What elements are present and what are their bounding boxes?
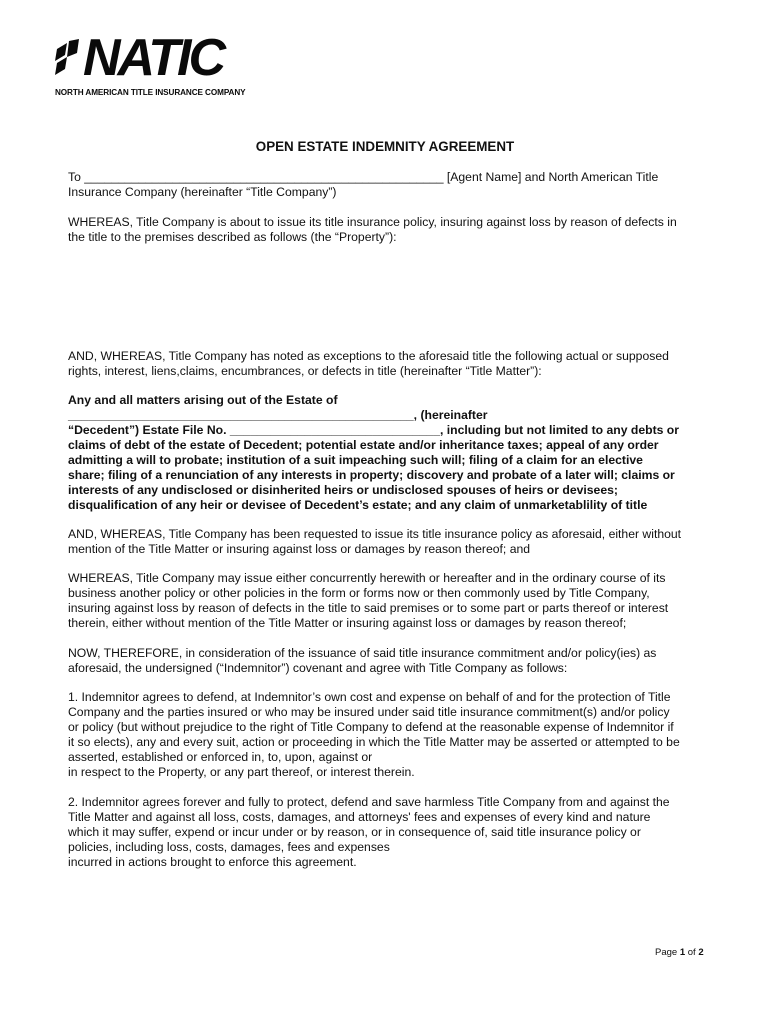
to-paragraph: [68, 170, 718, 200]
text-line: AND, WHEREAS, Title Company has noted as exceptions to the aforesaid title the following actual or supposed: [68, 349, 669, 363]
clause-2-paragraph: [68, 795, 718, 870]
text-line: in respect to the Property, or any part thereof, or interest therein.: [68, 765, 415, 779]
text-line: AND, WHEREAS, Title Company has been requested to issue its title insurance policy as aforesaid, either without: [68, 527, 682, 541]
text-line: NOW, THEREFORE, in consideration of the issuance of said title insurance commitment and/or policy(ies) as: [68, 646, 657, 660]
text-line: therein, either without mention of the Title Matter or insuring against loss or damages by reason thereof;: [68, 616, 627, 630]
text-line: asserted, established or enforced in, to, upon, against or: [68, 750, 373, 764]
text-line: aforesaid, the undersigned (“Indemnitor”) covenant and agree with Title Company as follows:: [68, 661, 568, 675]
text-line: Title Matter and against all loss, costs, damages, and attorneys' fees and expenses of every kind and nature: [68, 810, 651, 824]
text-line: Insurance Company (hereinafter “Title Company”): [68, 185, 337, 199]
text-line: WHEREAS, Title Company may issue either concurrently herewith or hereafter and in the ordinary course of its: [68, 571, 666, 585]
whereas-property-paragraph: [68, 215, 718, 245]
text-line: insuring against loss by reason of defects in the title to said premises or to some part or parts thereof or interest: [68, 601, 669, 615]
text-line: share; filing of a renunciation of any interests in property; discovery and probate of a later will; claims or: [68, 468, 675, 482]
title-matter-paragraph: [68, 393, 718, 513]
page-current: 1: [679, 947, 686, 958]
text-line: WHEREAS, Title Company is about to issue its title insurance policy, insuring against loss by reason of defects in: [68, 215, 677, 229]
text-line: business another policy or other policies in the form or forms now or then commonly used by Title Company,: [68, 586, 650, 600]
text-line: rights, interest, liens,claims, encumbrances, or defects in title (hereinafter “Title Matter”):: [68, 364, 542, 378]
text-line: which it may suffer, expend or incur under or by reason, or in consequence of, said title insurance policy or: [68, 825, 641, 839]
text-line: admitting a will to probate; institution of a suit impeaching such will; filing of a claim for an elective: [68, 453, 643, 467]
text-line: 1. Indemnitor agrees to defend, at Indemnitor’s own cost and expense on behalf of and for the protection of Title: [68, 690, 671, 704]
logo-tagline: NORTH AMERICAN TITLE INSURANCE COMPANY: [55, 87, 246, 97]
whereas-exceptions-paragraph: [68, 349, 718, 379]
text-line: claims of debt of the estate of Decedent; potential estate and/or inheritance taxes; appeal of any order: [68, 438, 659, 452]
text-line: 2. Indemnitor agrees forever and fully to protect, defend and save harmless Title Company from and against the: [68, 795, 670, 809]
now-therefore-paragraph: [68, 646, 718, 676]
page-of: of: [687, 947, 696, 958]
text-line: the title to the premises described as follows (the “Property”):: [68, 230, 397, 244]
text-line: policies, including loss, costs, damages, fees and expenses: [68, 840, 390, 854]
text-line: To _____________________________________________________ [Agent Name] and North American Title: [68, 170, 659, 184]
clause-1-paragraph: [68, 690, 718, 780]
whereas-requested-paragraph: [68, 527, 718, 557]
text-line: mention of the Title Matter or insuring against loss or damages by reason thereof; and: [68, 542, 531, 556]
text-line: disqualification of any heir or devisee of Decedent’s estate; and any claim of unmarketablility of title: [68, 498, 648, 512]
text-line: Any and all matters arising out of the Estate of: [68, 393, 338, 407]
document-title: OPEN ESTATE INDEMNITY AGREEMENT: [255, 139, 515, 154]
text-line: Company and the parties insured or who may be insured under said title insurance commitment(s) and/or policy: [68, 705, 670, 719]
text-line: incurred in actions brought to enforce this agreement.: [68, 855, 357, 869]
page-number: [655, 947, 704, 958]
text-line: it so elects), any and every suit, action or proceeding in which the Title Matter may be asserted or attempted to be: [68, 735, 680, 749]
text-line: “Decedent”) Estate File No. _______________________________, including but not limited to any debts or: [68, 423, 679, 437]
text-line: ___________________________________________________, (hereinafter: [68, 408, 488, 422]
page-label: Page: [655, 947, 678, 958]
page-total: 2: [698, 947, 704, 958]
whereas-issue-paragraph: [68, 571, 718, 631]
text-line: interests of any undisclosed or disinherited heirs or undisclosed spouses of heirs or devisees;: [68, 483, 618, 497]
logo-wordmark: NATIC: [83, 29, 224, 87]
text-line: or policy (but without prejudice to the right of Title Company to defend at the reasonable expense of Indemnitor if: [68, 720, 674, 734]
natic-logo: [55, 29, 255, 100]
